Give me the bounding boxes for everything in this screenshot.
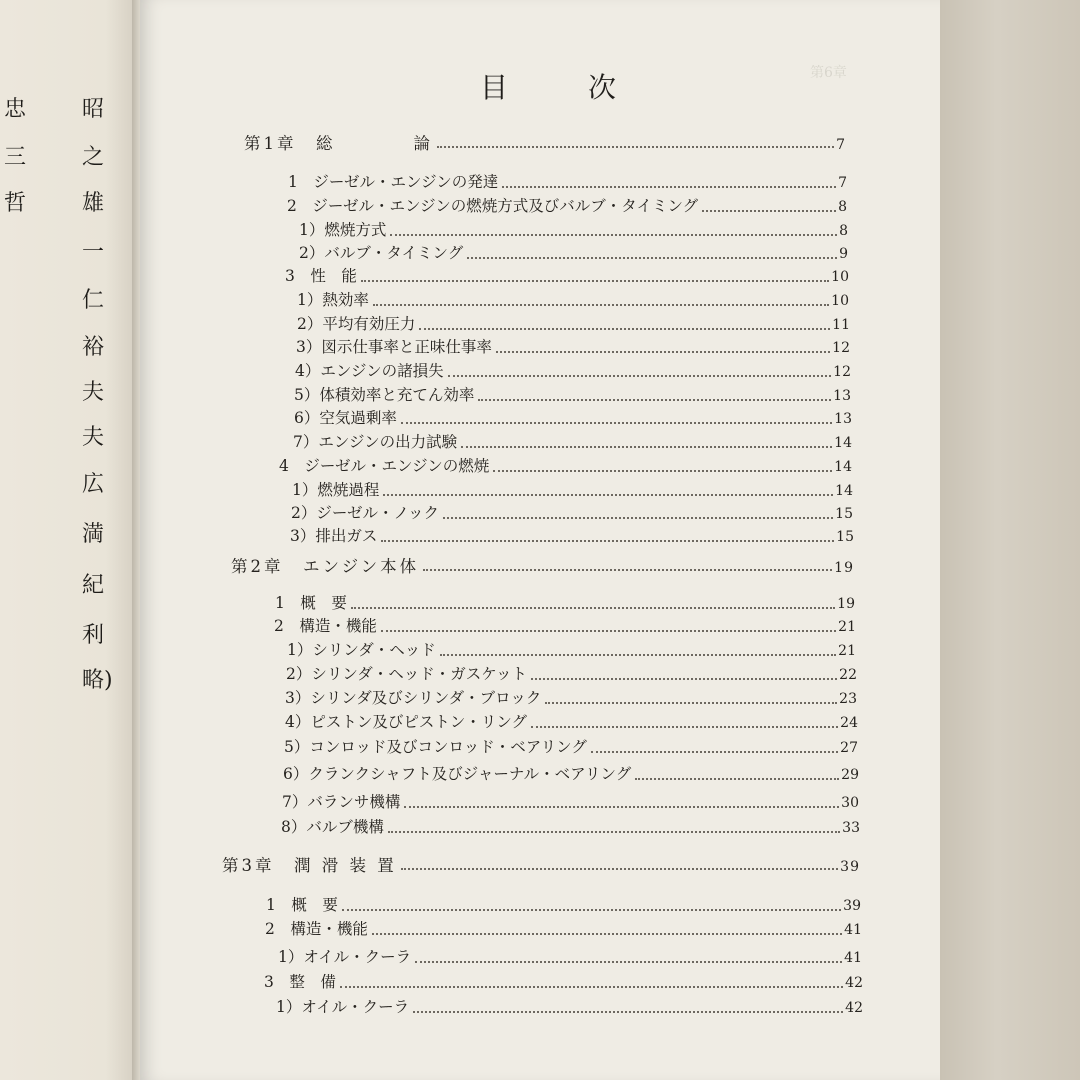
dot-leader	[531, 664, 837, 680]
left-page-char: 利	[82, 623, 105, 648]
dot-leader	[361, 266, 829, 282]
page-edge-background	[940, 0, 1080, 1080]
toc-entry-title: 5）コンロッド及びコンロッド・ベアリング	[284, 738, 587, 756]
toc-entry-title: 1 ジーゼル・エンジンの発達	[288, 173, 499, 191]
toc-page-number: 15	[835, 506, 853, 522]
toc-entry-title: 1 概 要	[266, 896, 338, 914]
toc-page-number: 14	[835, 483, 853, 499]
dot-leader	[401, 408, 832, 424]
dot-leader	[390, 220, 837, 236]
toc-page-number: 29	[841, 767, 859, 783]
toc-entry-title: 2）ジーゼル・ノック	[291, 504, 439, 522]
dot-leader	[351, 593, 835, 609]
dot-leader	[493, 456, 832, 472]
previous-page	[0, 0, 132, 1080]
toc-entry-title: 2）シリンダ・ヘッド・ガスケット	[286, 665, 527, 683]
toc-page-number: 10	[831, 269, 849, 285]
toc-page-number: 10	[831, 293, 849, 309]
toc-entry-title: 3）排出ガス	[290, 527, 378, 545]
toc-page-number: 30	[841, 795, 859, 811]
toc-entry-title: 1）燃焼方式	[299, 221, 387, 239]
left-page-char: 三	[4, 145, 27, 170]
toc-page-number: 24	[840, 715, 858, 731]
toc-entry-title: 7）バランサ機構	[282, 793, 401, 811]
toc-subsection-row	[295, 359, 851, 381]
left-page-char: 夫	[82, 380, 105, 405]
toc-entry-title: 1）オイル・クーラ	[278, 948, 412, 966]
toc-entry-title: 4 ジーゼル・エンジンの燃焼	[279, 457, 490, 475]
toc-subsection-row	[284, 735, 858, 757]
toc-page-number: 9	[839, 246, 848, 262]
dot-leader	[419, 314, 830, 330]
left-page-char: 夫	[82, 425, 105, 450]
left-page-char: 哲	[4, 191, 27, 216]
toc-entry-title: 第3章 潤 滑 装 置	[222, 856, 397, 875]
toc-section-row	[265, 917, 862, 939]
toc-entry-title: 2 構造・機能	[274, 617, 377, 635]
dot-leader	[373, 290, 829, 306]
toc-subsection-row	[285, 710, 858, 732]
toc-page-number: 21	[838, 643, 856, 659]
toc-section-row	[287, 194, 847, 216]
dot-leader	[591, 737, 838, 753]
toc-subsection-row	[297, 312, 850, 334]
toc-subsection-row	[296, 335, 850, 357]
dot-leader	[531, 712, 838, 728]
toc-subsection-row	[278, 945, 862, 967]
toc-entry-title: 1）オイル・クーラ	[276, 998, 410, 1016]
left-page-char: 広	[82, 472, 105, 497]
dot-leader	[702, 196, 836, 212]
toc-subsection-row	[293, 430, 852, 452]
left-page-char: 仁	[82, 288, 105, 313]
left-page-char: 雄	[82, 191, 105, 216]
toc-subsection-row	[285, 686, 857, 708]
toc-entry-title: 3）図示仕事率と正味仕事率	[296, 338, 492, 356]
dot-leader	[372, 919, 842, 935]
toc-title-char-1: 目	[480, 71, 509, 104]
dot-leader	[415, 947, 842, 963]
toc-entry-title: 4）ピストン及びピストン・リング	[285, 713, 528, 731]
dot-leader	[440, 640, 836, 656]
toc-page-number: 42	[845, 1000, 863, 1016]
left-page-char: 満	[82, 522, 105, 547]
toc-page-number: 12	[833, 364, 851, 380]
left-page-char: 一	[82, 240, 105, 265]
toc-chapter-row	[244, 130, 846, 152]
dot-leader	[383, 480, 833, 496]
toc-subsection-row	[297, 288, 849, 310]
toc-section-row	[279, 454, 852, 476]
toc-subsection-row	[286, 662, 857, 684]
toc-entry-title: 3 性 能	[285, 267, 357, 285]
toc-page-number: 7	[836, 137, 846, 153]
toc-subsection-row	[287, 638, 856, 660]
toc-entry-title: 第1章 総 論	[244, 134, 433, 153]
toc-page-number: 39	[843, 898, 861, 914]
toc-section-row	[266, 893, 861, 915]
toc-page-number: 41	[844, 950, 862, 966]
dot-leader	[448, 361, 832, 377]
toc-entry-title: 第2章 エンジン本体	[231, 557, 420, 576]
dot-leader	[381, 616, 836, 632]
toc-page-number: 14	[834, 435, 852, 451]
toc-page-number: 23	[839, 691, 857, 707]
toc-title-char-2: 次	[588, 71, 617, 104]
toc-subsection-row	[291, 501, 853, 523]
toc-section-row	[264, 970, 863, 992]
toc-section-row	[285, 264, 849, 286]
toc-subsection-row	[294, 406, 852, 428]
toc-chapter-row	[222, 852, 860, 874]
toc-section-row	[275, 591, 855, 613]
toc-entry-title: 6）クランクシャフト及びジャーナル・ベアリング	[283, 765, 632, 783]
toc-subsection-row	[299, 241, 848, 263]
dot-leader	[423, 555, 832, 571]
toc-subsection-row	[290, 524, 854, 546]
toc-page-number: 27	[840, 740, 858, 756]
toc-entry-title: 1）熱効率	[297, 291, 369, 309]
toc-entry-title: 8）バルブ機構	[281, 818, 384, 836]
toc-entry-title: 1）燃焼過程	[292, 481, 380, 499]
show-through-text: 第6章	[810, 65, 847, 81]
toc-page-number: 42	[845, 975, 863, 991]
toc-entry-title: 5）体積効率と充てん効率	[294, 386, 475, 404]
toc-page-number: 21	[838, 619, 856, 635]
toc-page-number: 8	[838, 199, 847, 215]
toc-entry-title: 1 概 要	[275, 594, 347, 612]
toc-subsection-row	[276, 995, 863, 1017]
dot-leader	[413, 997, 843, 1013]
toc-page-number: 8	[839, 223, 848, 239]
toc-subsection-row	[282, 790, 859, 812]
toc-entry-title: 7）エンジンの出力試験	[293, 433, 458, 451]
toc-entry-title: 2 構造・機能	[265, 920, 368, 938]
left-page-char: 昭	[82, 97, 105, 122]
toc-page-number: 14	[834, 459, 852, 475]
dot-leader	[437, 132, 834, 148]
toc-page-number: 15	[836, 529, 854, 545]
toc-entry-title: 6）空気過剰率	[294, 409, 397, 427]
left-page-char: 紀	[82, 573, 105, 598]
toc-subsection-row	[299, 218, 848, 240]
toc-entry-title: 3）シリンダ及びシリンダ・ブロック	[285, 689, 542, 707]
toc-page-number: 41	[844, 922, 862, 938]
toc-page-number: 13	[833, 388, 851, 404]
left-page-char: 忠	[4, 97, 27, 122]
dot-leader	[635, 764, 839, 780]
dot-leader	[443, 503, 833, 519]
toc-chapter-row	[231, 553, 854, 575]
left-page-char: 裕	[82, 335, 105, 360]
toc-page-number: 13	[834, 411, 852, 427]
toc-entry-title: 2）平均有効圧力	[297, 315, 416, 333]
toc-entry-title: 3 整 備	[264, 973, 336, 991]
dot-leader	[496, 337, 830, 353]
toc-page-number: 12	[832, 340, 850, 356]
left-page-char: 略)	[82, 668, 113, 693]
dot-leader	[388, 817, 840, 833]
toc-page-number: 11	[832, 317, 850, 333]
toc-subsection-row	[283, 762, 859, 784]
toc-page-number: 39	[840, 859, 860, 875]
dot-leader	[478, 385, 831, 401]
toc-page-number: 33	[842, 820, 860, 836]
toc-section-row	[288, 170, 847, 192]
toc-subsection-row	[281, 815, 860, 837]
dot-leader	[502, 172, 836, 188]
dot-leader	[545, 688, 837, 704]
dot-leader	[467, 243, 837, 259]
toc-entry-title: 2 ジーゼル・エンジンの燃焼方式及びバルブ・タイミング	[287, 197, 699, 215]
toc-section-row	[274, 614, 856, 636]
dot-leader	[342, 895, 841, 911]
toc-page-number: 7	[838, 175, 847, 191]
toc-page-number: 19	[837, 596, 855, 612]
left-page-char: 之	[82, 145, 105, 170]
toc-page-number: 19	[834, 560, 854, 576]
toc-page-number: 22	[839, 667, 857, 683]
toc-entry-title: 1）シリンダ・ヘッド	[287, 641, 436, 659]
dot-leader	[401, 854, 838, 870]
dot-leader	[340, 972, 843, 988]
toc-subsection-row	[292, 478, 853, 500]
toc-entry-title: 2）バルブ・タイミング	[299, 244, 464, 262]
toc-subsection-row	[294, 383, 851, 405]
toc-entry-title: 4）エンジンの諸損失	[295, 362, 444, 380]
dot-leader	[381, 526, 834, 542]
dot-leader	[404, 792, 839, 808]
dot-leader	[461, 432, 832, 448]
